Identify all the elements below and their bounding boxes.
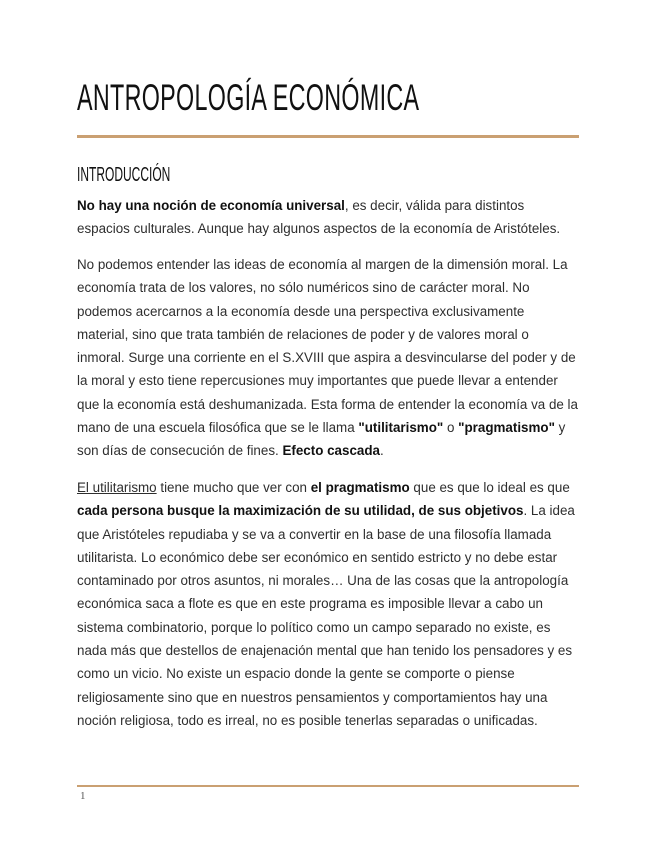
text-segment: y [554, 420, 566, 436]
paragraph-1 [77, 194, 582, 241]
bold-text: Efecto cascada [282, 443, 380, 459]
text-segment: economía trata de los valores, no sólo numéricos sino de carácter moral. No [77, 280, 530, 296]
text-line [77, 369, 582, 392]
text-segment: . La idea [523, 503, 575, 519]
text-line [77, 639, 582, 662]
text-segment: mano de una escuela filosófica que se le llama [77, 420, 359, 436]
text-segment: o [443, 420, 459, 436]
bold-text: No hay una noción de economía universal [77, 198, 345, 213]
text-segment: que es que lo ideal es que [409, 480, 570, 495]
text-segment: económica saca a flote es que en este programa es imposible llevar a cabo un [77, 596, 543, 612]
footer-divider [77, 785, 579, 787]
text-line [77, 523, 582, 546]
text-segment: podemos acercarnos a la economía desde una perspectiva exclusivamente [77, 303, 525, 319]
text-segment: sistema combinatorio, porque lo político como un campo separado no existe, es [77, 619, 551, 635]
paragraph-2 [77, 253, 582, 463]
text-line [77, 662, 582, 685]
text-line [77, 194, 582, 217]
text-line [77, 709, 582, 732]
text-segment: nada más que destellos de enajenación mental que han tenido los pensadores y es [77, 643, 573, 659]
text-line [77, 569, 582, 592]
text-line [77, 346, 582, 369]
text-line [77, 616, 582, 639]
text-line [77, 416, 582, 439]
text-segment: la moral y esto tiene repercusiones muy importantes que puede llevar a entender [77, 373, 558, 389]
section-heading: INTRODUCCIÓN [77, 164, 171, 186]
text-segment: , es decir, válida para distintos [344, 198, 525, 213]
text-segment: material, sino que trata también de relaciones de poder y de valores moral o [77, 326, 529, 342]
text-line [77, 439, 582, 462]
text-segment: como un vicio. No existe un espacio donde la gente se comporte o piense [77, 666, 515, 682]
bold-text: "pragmatismo" [458, 420, 555, 436]
bold-text: "utilitarismo" [358, 420, 444, 436]
text-line [77, 686, 582, 709]
text-segment: utilitarista. Lo económico debe ser económico en sentido estricto y no debe estar [77, 549, 558, 565]
text-line [77, 217, 582, 240]
underlined-text: El utilitarismo [77, 480, 157, 495]
text-segment: contaminado por otros asuntos, ni morales… Una de las cosas que la antropología [77, 573, 569, 589]
text-segment: noción religiosa, todo es irreal, no es posible tenerlas separadas o unificadas. [77, 712, 538, 728]
text-segment: . [379, 443, 384, 459]
bold-text: el pragmatismo [310, 480, 410, 495]
text-line [77, 546, 582, 569]
bold-text: cada persona busque la maximización de su utilidad, de sus objetivos [77, 503, 524, 519]
text-line [77, 499, 582, 522]
text-line [77, 276, 582, 299]
text-segment: espacios culturales. Aunque hay algunos aspectos de la economía de Aristóteles. [77, 221, 561, 237]
text-segment: que la economía está deshumanizada. Esta forma de entender la economía va de la [77, 396, 578, 412]
text-line [77, 592, 582, 615]
text-line [77, 300, 582, 323]
title-divider [77, 135, 579, 138]
text-line [77, 476, 582, 499]
page-number: 1 [80, 790, 86, 802]
text-line [77, 323, 582, 346]
document-title: ANTROPOLOGÍA ECONÓMICA [77, 77, 420, 118]
text-segment: son días de consecución de fines. [77, 443, 283, 459]
text-line [77, 253, 582, 276]
paragraph-3 [77, 476, 582, 732]
text-segment: tiene mucho que ver con [156, 480, 311, 495]
text-segment: que Aristóteles repudiaba y se va a convertir en la base de una filosofía llamada [77, 526, 552, 542]
text-segment: inmoral. Surge una corriente en el S.XVIII que aspira a desvincularse del poder y de [77, 350, 576, 366]
text-segment: religiosamente sino que en nuestros pensamientos y comportamientos hay una [77, 689, 548, 705]
text-line [77, 393, 582, 416]
text-segment: No podemos entender las ideas de economía al margen de la dimensión moral. La [77, 257, 568, 272]
